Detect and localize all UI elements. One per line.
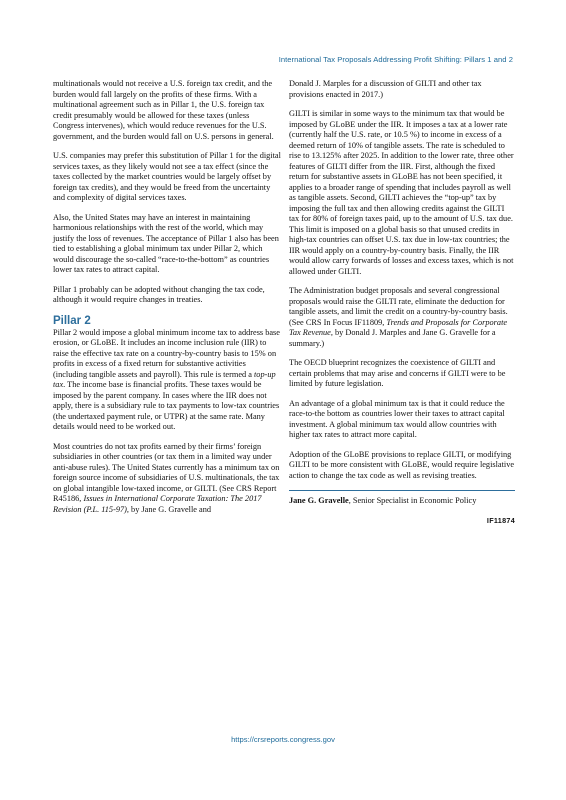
paragraph: U.S. companies may prefer this substitution of Pillar 1 for the digital services taxes, as they likely would not see a tax effect (since the taxes collected by the market countries would be largely offset by foreign tax credits), and they would be freed from the uncertainty and complexity of digital services taxes. bbox=[53, 151, 281, 202]
italic-term: top-up tax bbox=[53, 369, 276, 389]
section-heading-pillar-2: Pillar 2 bbox=[53, 314, 91, 327]
author-divider bbox=[289, 490, 515, 491]
author-name: Jane G. Gravelle bbox=[289, 496, 349, 505]
text-run: , by Donald J. Marples and Jane G. Gravelle for a summary.) bbox=[289, 328, 496, 348]
paragraph: The OECD blueprint recognizes the coexistence of GILTI and certain problems that may arise and concerns if GILTI were to be limited by future legislation. bbox=[289, 358, 506, 388]
product-code: IF11874 bbox=[486, 515, 515, 525]
text-run: , by Jane G. Gravelle and bbox=[126, 504, 211, 514]
report-title: Issues in International Corporate Taxation: The 2017 Revision (P.L. 115-97) bbox=[53, 494, 262, 514]
paragraph bbox=[53, 328, 281, 433]
author-title: , Senior Specialist in Economic Policy bbox=[348, 496, 477, 505]
paragraph: GILTI is similar in some ways to the minimum tax that would be imposed by GLoBE under the IIR. It imposes a tax at a lower rate (currently half the U.S. rate, or 10.5 %) to income in excess of a deemed return of 10% of tangible assets. The rate is scheduled to rise to 13.125% after 2025. In addition to the lower rate, three other features of GILTI differ from the IIR. First, although the fixed return for substantive assets in GLoBE has not been specified, it applies to a broader range of spending that includes payroll as well as tangible assets. Second, GILTI achieves the “top-up” tax by imposing the full tax and then allowing credits against the GILTI tax for 80% of foreign taxes paid, up to the amount of U.S. tax due. This limit is imposed on a global basis so that unused credits in high-tax countries can offset U.S. tax due in low-tax countries; the IIR would apply on a country-by-country basis. Finally, the IIR would allow carry forwards of losses and excess taxes, which is not allowed under GILTI. bbox=[289, 109, 514, 276]
paragraph bbox=[53, 442, 281, 516]
paragraph: Pillar 1 probably can be adopted without changing the tax code, although it would require changes in treaties. bbox=[53, 284, 265, 304]
paragraph bbox=[289, 286, 515, 349]
text-run: Pillar 2 would impose a global minimum income tax to address base erosion, or GLoBE. It includes an income inclusion rule (IIR) to raise the effective tax rate on a country-by-country basis to 15% on profits in excess of a fixed return for substantive activities (including tangible assets and payroll). This rule is termed a bbox=[53, 327, 280, 379]
paragraph: Adoption of the GLoBE provisions to replace GILTI, or modifying GILTI to be more consistent with GLoBE, would require legislative action to change the tax code as well as revising treaties. bbox=[289, 449, 515, 480]
author-line bbox=[289, 496, 515, 507]
right-column bbox=[289, 79, 515, 526]
running-header: International Tax Proposals Addressing Profit Shifting: Pillars 1 and 2 bbox=[278, 55, 513, 64]
text-run: . The income base is financial profits. These taxes would be imposed by the parent company. In cases where the IIR does not apply, there is a subsidiary rule to tax payments to low-tax countries (the undertaxed payment rule, or UTPR) at the same rate. Many details would need to be worked out. bbox=[53, 380, 280, 431]
text-run: The Administration budget proposals and several congressional proposals would raise the GILTI rate, eliminate the deduction for tangible assets, and limit the credit on a country-by-country basis. (See CRS In Focus IF11809, bbox=[289, 286, 508, 327]
left-column bbox=[53, 79, 281, 524]
paragraph: Also, the United States may have an interest in maintaining harmonious relationships with the rest of the world, which may justify the loss of revenues. The acceptance of Pillar 1 also has been tied to establishing a global minimum tax under Pillar 2, which would discourage the so-called “race-to-the-bottom” as countries lower tax rates to attract capital. bbox=[53, 212, 279, 274]
footer-url-link[interactable]: https://crsreports.congress.gov bbox=[231, 735, 335, 744]
paragraph: multinationals would not receive a U.S. foreign tax credit, and the burden would fall largely on the profits of these firms. With a multinational agreement such as in Pillar 1, the U.S. foreign tax credit presumably would be allowed for these taxes (unless Congress intervenes), which would reduce revenues for the U.S. government, and the burden would fall on U.S. persons in general. bbox=[53, 79, 274, 141]
text-run: Most countries do not tax profits earned by their firms’ foreign subsidiaries in other countries (or tax them in a limited way under anti-abuse rules). The United States currently has a minimum tax on foreign source income of subsidiaries of U.S. multinationals, the tax on global intangible low-taxed income, or GILTI. (See CRS Report R45186, bbox=[53, 441, 280, 503]
report-title: Trends and Proposals for Corporate Tax Revenue bbox=[289, 317, 508, 337]
paragraph: Donald J. Marples for a discussion of GILTI and other tax provisions enacted in 2017.) bbox=[289, 79, 482, 99]
paragraph: An advantage of a global minimum tax is that it could reduce the race-to-the bottom as countries lower their taxes to attract capital investment. A global minimum tax would allow countries with higher tax rates to attract more capital. bbox=[289, 398, 505, 439]
